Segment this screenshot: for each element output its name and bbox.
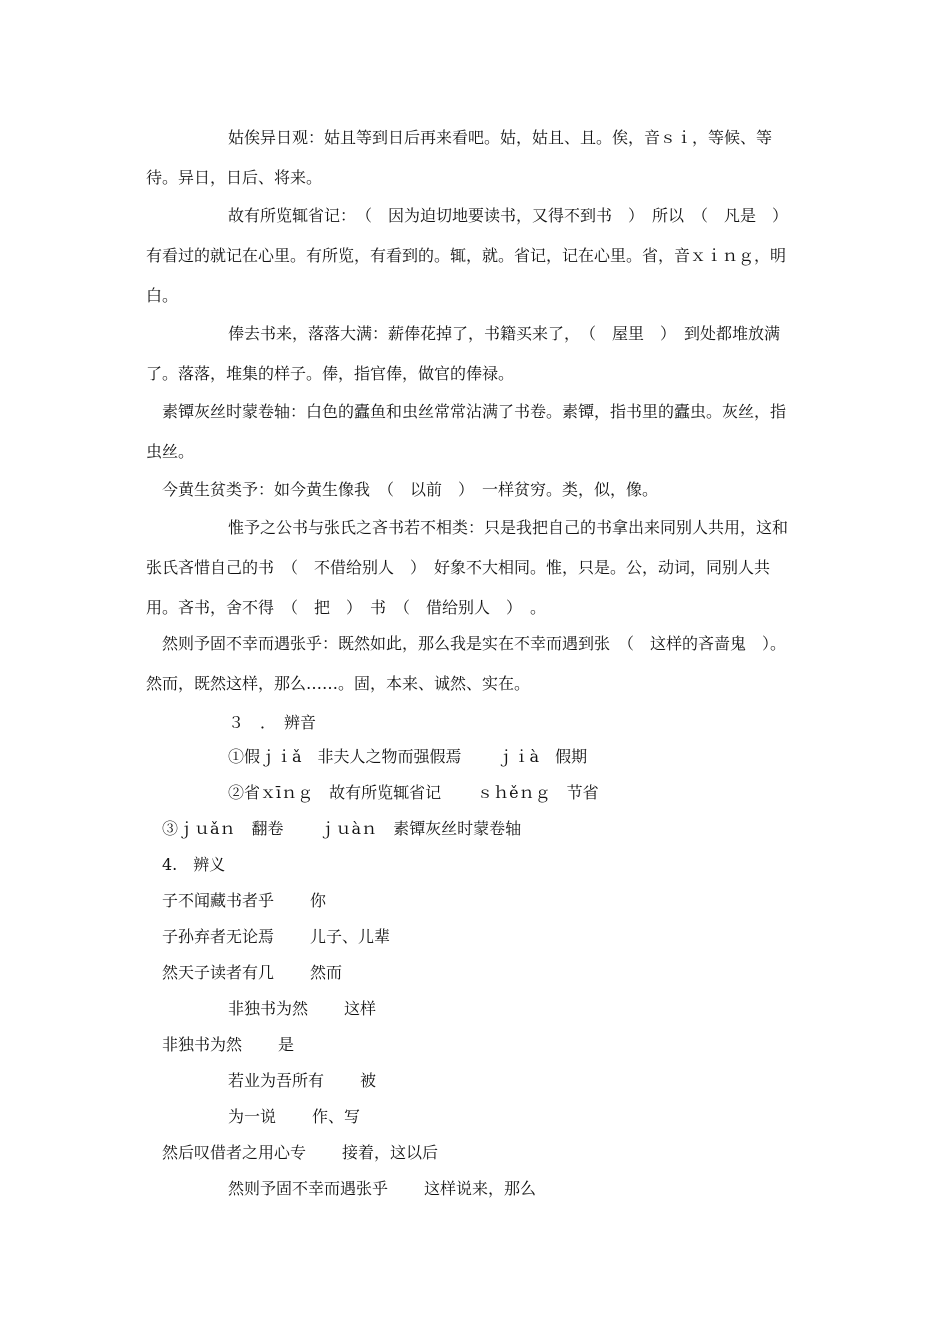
- paragraph-text: 故有所览辄省记： （ 因为迫切地要读书，又得不到书 ） 所以 （ 凡是 ） 有看过的就记在心里。有所览，有看到的。辄，就。省记，记在心里。省，音ｘｉｎｇ，明白。: [146, 206, 797, 305]
- meaning-gloss: 被: [360, 1071, 377, 1090]
- meaning-gloss: 这样: [344, 999, 377, 1018]
- meaning-gloss: 儿子、儿辈: [310, 927, 391, 946]
- meaning-phrase: 然天子读者有几: [162, 963, 275, 982]
- meaning-phrase: 为一说: [228, 1107, 277, 1126]
- meaning-item: [162, 1034, 294, 1056]
- paragraph-gusi: [146, 118, 798, 198]
- paragraph-text: 然则予固不幸而遇张乎：既然如此，那么我是实在不幸而遇到张 （ 这样的吝啬鬼 ）。然而，既然这样，那么……。固，本来、诚然、实在。: [146, 634, 787, 693]
- paragraph-suxun: [146, 392, 798, 472]
- meaning-item: [228, 1070, 376, 1092]
- section3-heading: ３ ． 辨音: [228, 713, 317, 732]
- paragraph-text: 今黄生贫类予：如今黄生像我 （ 以前 ） 一样贫穷。类，似，像。: [162, 480, 659, 499]
- meaning-item: [162, 1142, 438, 1164]
- meaning-gloss: 你: [310, 891, 327, 910]
- section4-heading: 4. 辨义: [162, 855, 226, 874]
- paragraph-text: 素镡灰丝时蒙卷轴：白色的蠹鱼和虫丝常常沾满了书卷。素镡，指书里的蠹虫。灰丝，指虫丝。: [146, 402, 787, 461]
- meaning-item: [228, 1178, 536, 1200]
- meaning-phrase: 非独书为然: [228, 999, 309, 1018]
- paragraph-jinhuangsheng: [146, 470, 798, 510]
- pronunciation-item: [162, 818, 521, 840]
- meaning-phrase: 子不闻藏书者乎: [162, 891, 275, 910]
- pronunciation-a: ②省ｘīｎｇ 故有所览辄省记: [228, 783, 442, 802]
- pronunciation-b: ｓｈěｎｇ 节省: [477, 783, 599, 802]
- pronunciation-a: ①假ｊｉǎ 非夫人之物而强假焉: [228, 747, 462, 766]
- pronunciation-item: [228, 746, 587, 768]
- paragraph-ranzeyugu: [146, 624, 798, 704]
- meaning-gloss: 是: [278, 1035, 295, 1054]
- meaning-item: [162, 890, 326, 912]
- pronunciation-b: ｊｉà 假期: [497, 747, 588, 766]
- meaning-phrase: 子孙弃者无论焉: [162, 927, 275, 946]
- meaning-item: [162, 926, 390, 948]
- meaning-gloss: 然而: [310, 963, 343, 982]
- pronunciation-item: [228, 782, 599, 804]
- meaning-phrase: 然后叹借者之用心专: [162, 1143, 307, 1162]
- meaning-gloss: 接着，这以后: [342, 1143, 439, 1162]
- meaning-phrase: 若业为吾所有: [228, 1071, 325, 1090]
- meaning-gloss: 作、写: [312, 1107, 361, 1126]
- paragraph-fengqushulai: [146, 314, 798, 394]
- pronunciation-a: ③ｊｕǎｎ 翻卷: [162, 819, 284, 838]
- paragraph-text: 俸去书来，落落大满：薪俸花掉了，书籍买来了， （ 屋里 ） 到处都堆放满了。落落，堆集的样子。俸，指官俸，做官的俸禄。: [146, 324, 781, 383]
- meaning-phrase: 非独书为然: [162, 1035, 243, 1054]
- meaning-phrase: 然则予固不幸而遇张乎: [228, 1179, 389, 1198]
- meaning-item: [162, 962, 342, 984]
- pronunciation-b: ｊｕàｎ 素镡灰丝时蒙卷轴: [319, 819, 522, 838]
- paragraph-guyousuolan: [146, 196, 798, 316]
- paragraph-weiyuzhigongshu: [146, 508, 798, 628]
- meaning-item: [228, 1106, 360, 1128]
- meaning-gloss: 这样说来，那么: [424, 1179, 537, 1198]
- paragraph-text: 惟予之公书与张氏之吝书若不相类：只是我把自己的书拿出来同别人共用，这和张氏吝惜自己的书 （ 不借给别人 ） 好象不大相同。惟，只是。公，动词，同别人共用。吝书，舍不得 （ 把 ） 书 （ 借给别人 ） 。: [146, 518, 789, 617]
- meaning-item: [228, 998, 376, 1020]
- paragraph-text: 姑俟异日观：姑且等到日后再来看吧。姑，姑且、且。俟，音ｓｉ，等候、等待。异日，日后、将来。: [146, 128, 773, 187]
